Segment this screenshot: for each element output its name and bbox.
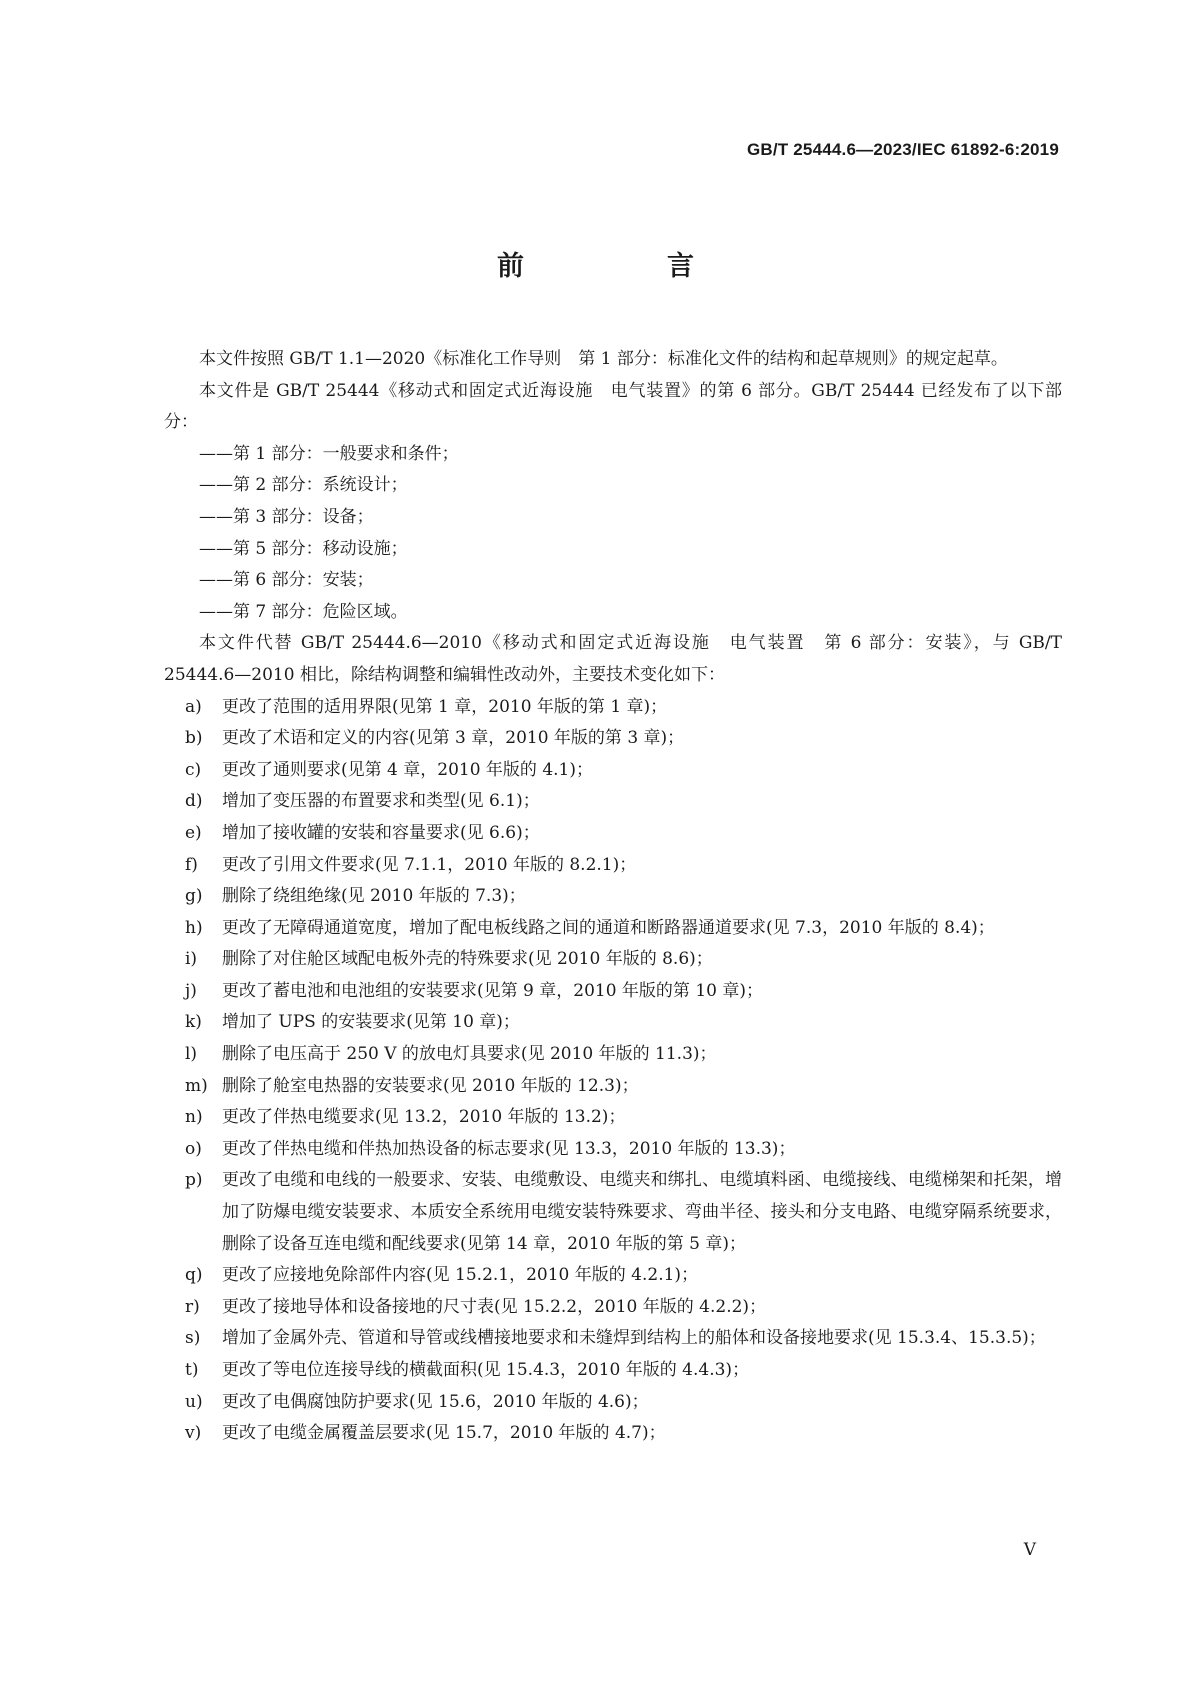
list-item [164, 1355, 1062, 1387]
list-item-text: 增加了接收罐的安装和容量要求(见 6.6)； [222, 822, 540, 843]
paragraph-replacement-note: 本文件代替 GB/T 25444.6—2010《移动式和固定式近海设施 电气装置 第 6 部分：安装》，与 GB/T 25444.6—2010 相比，除结构调整和编辑性改动外，主要技术变化如下： [164, 633, 1062, 685]
standard-code: GB/T 25444.6—2023/IEC 61892-6:2019 [746, 140, 1059, 159]
list-item [164, 850, 1062, 882]
page-title: 前 言 [497, 251, 752, 282]
list-item-text: 删除了电压高于 250 V 的放电灯具要求(见 2010 年版的 11.3)； [222, 1044, 717, 1065]
list-marker: t) [185, 1360, 199, 1380]
list-item-text: 更改了等电位连接导线的横截面积(见 15.4.3，2010 年版的 4.4.3)； [222, 1360, 750, 1380]
parts-list [164, 439, 1062, 629]
list-marker: o) [185, 1138, 202, 1159]
list-item-text: 更改了接地导体和设备接地的尺寸表(见 15.2.2，2010 年版的 4.2.2)； [222, 1296, 767, 1317]
list-marker: j) [185, 980, 197, 1001]
list-marker: g) [185, 886, 203, 907]
list-marker: m) [185, 1075, 208, 1096]
list-item-text: 更改了应接地免除部件内容(见 15.2.1，2010 年版的 4.2.1)； [222, 1265, 699, 1286]
list-item [164, 1071, 1062, 1103]
list-item-text: 更改了蓄电池和电池组的安装要求(见第 9 章，2010 年版的第 10 章)； [222, 980, 763, 1001]
list-item-text: 删除了对住舱区域配电板外壳的特殊要求(见 2010 年版的 8.6)； [222, 949, 713, 970]
list-item-text: 更改了范围的适用界限(见第 1 章，2010 年版的第 1 章)； [222, 696, 668, 717]
list-marker: r) [185, 1296, 200, 1317]
changes-list [164, 692, 1062, 1450]
list-marker: q) [185, 1265, 203, 1286]
list-marker: k) [185, 1012, 202, 1033]
list-item [164, 1165, 1062, 1260]
list-item: ——第 3 部分：设备； [199, 506, 374, 527]
list-item-text: 删除了舱室电热器的安装要求(见 2010 年版的 12.3)； [222, 1075, 639, 1096]
page-number: V [1023, 1540, 1036, 1560]
list-item [164, 1260, 1062, 1292]
list-item: ——第 6 部分：安装； [199, 570, 374, 591]
list-marker: e) [185, 822, 202, 843]
list-marker: h) [185, 917, 203, 938]
list-item [164, 1418, 1062, 1450]
list-marker: c) [185, 759, 202, 780]
paragraph-drafting-basis: 本文件按照 GB/T 1.1—2020《标准化工作导则 第 1 部分：标准化文件的结构和起草规则》的规定起草。 [199, 349, 1008, 369]
list-item [164, 818, 1062, 850]
list-marker: v) [185, 1423, 202, 1444]
list-item [164, 692, 1062, 724]
list-item [164, 881, 1062, 913]
list-item-text: 增加了变压器的布置要求和类型(见 6.1)； [222, 791, 540, 812]
list-item [164, 976, 1062, 1008]
list-marker: l) [185, 1044, 198, 1065]
list-item: ——第 2 部分：系统设计； [199, 475, 408, 496]
list-marker: n) [185, 1107, 203, 1128]
list-marker: p) [185, 1170, 203, 1191]
list-item [164, 755, 1062, 787]
list-item-text: 更改了电偶腐蚀防护要求(见 15.6，2010 年版的 4.6)； [222, 1391, 649, 1412]
list-item-text: 更改了电缆金属覆盖层要求(见 15.7，2010 年版的 4.7)； [222, 1423, 666, 1444]
paragraph-series-intro: 本文件是 GB/T 25444《移动式和固定式近海设施 电气装置》的第 6 部分。GB/T 25444 已经发布了以下部分： [164, 380, 1062, 433]
list-item-text: 删除了绕组绝缘(见 2010 年版的 7.3)； [222, 886, 526, 907]
list-item [164, 944, 1062, 976]
list-marker: a) [185, 696, 202, 717]
list-item: ——第 7 部分：危险区域。 [199, 601, 408, 622]
list-item [164, 723, 1062, 755]
list-marker: b) [185, 728, 203, 749]
list-item-text: 更改了伴热电缆要求(见 13.2，2010 年版的 13.2)； [222, 1107, 626, 1128]
list-item-text: 更改了伴热电缆和伴热加热设备的标志要求(见 13.3，2010 年版的 13.3)； [222, 1138, 796, 1159]
list-marker: s) [185, 1328, 201, 1349]
list-item: ——第 5 部分：移动设施； [199, 538, 408, 559]
list-marker: u) [185, 1391, 203, 1412]
list-marker: d) [185, 791, 203, 812]
list-item [164, 913, 1062, 945]
list-item: ——第 1 部分：一般要求和条件； [199, 443, 459, 464]
list-item [164, 1102, 1062, 1134]
list-marker: f) [185, 854, 198, 875]
list-item [164, 1323, 1062, 1355]
list-item [164, 1039, 1062, 1071]
list-item-text: 更改了电缆和电线的一般要求、安装、电缆敷设、电缆夹和绑扎、电缆填料函、电缆接线、电缆梯架和托架，增加了防爆电缆安装要求、本质安全系统用电缆安装特殊要求、弯曲半径、接头和分支电路、电缆穿隔系统要求，删除了设备互连电缆和配线要求(见第 14 章，2010 年版的第 5 章)； [222, 1170, 1062, 1254]
list-item-text: 更改了通则要求(见第 4 章，2010 年版的 4.1)； [222, 759, 593, 780]
list-item-text: 增加了 UPS 的安装要求(见第 10 章)； [222, 1012, 520, 1033]
list-item [164, 1387, 1062, 1419]
list-item-text: 更改了无障碍通道宽度，增加了配电板线路之间的通道和断路器通道要求(见 7.3，2010 年版的 8.4)； [222, 917, 995, 938]
list-item [164, 1134, 1062, 1166]
list-item-text: 更改了引用文件要求(见 7.1.1，2010 年版的 8.2.1)； [222, 854, 637, 875]
list-marker: i) [185, 949, 198, 970]
list-item [164, 786, 1062, 818]
list-item [164, 1292, 1062, 1324]
list-item [164, 1007, 1062, 1039]
list-item-text: 增加了金属外壳、管道和导管或线槽接地要求和未缝焊到结构上的船体和设备接地要求(见 15.3.4、15.3.5)； [222, 1328, 1046, 1349]
document-body [164, 344, 1062, 1450]
list-item-text: 更改了术语和定义的内容(见第 3 章，2010 年版的第 3 章)； [222, 728, 685, 749]
